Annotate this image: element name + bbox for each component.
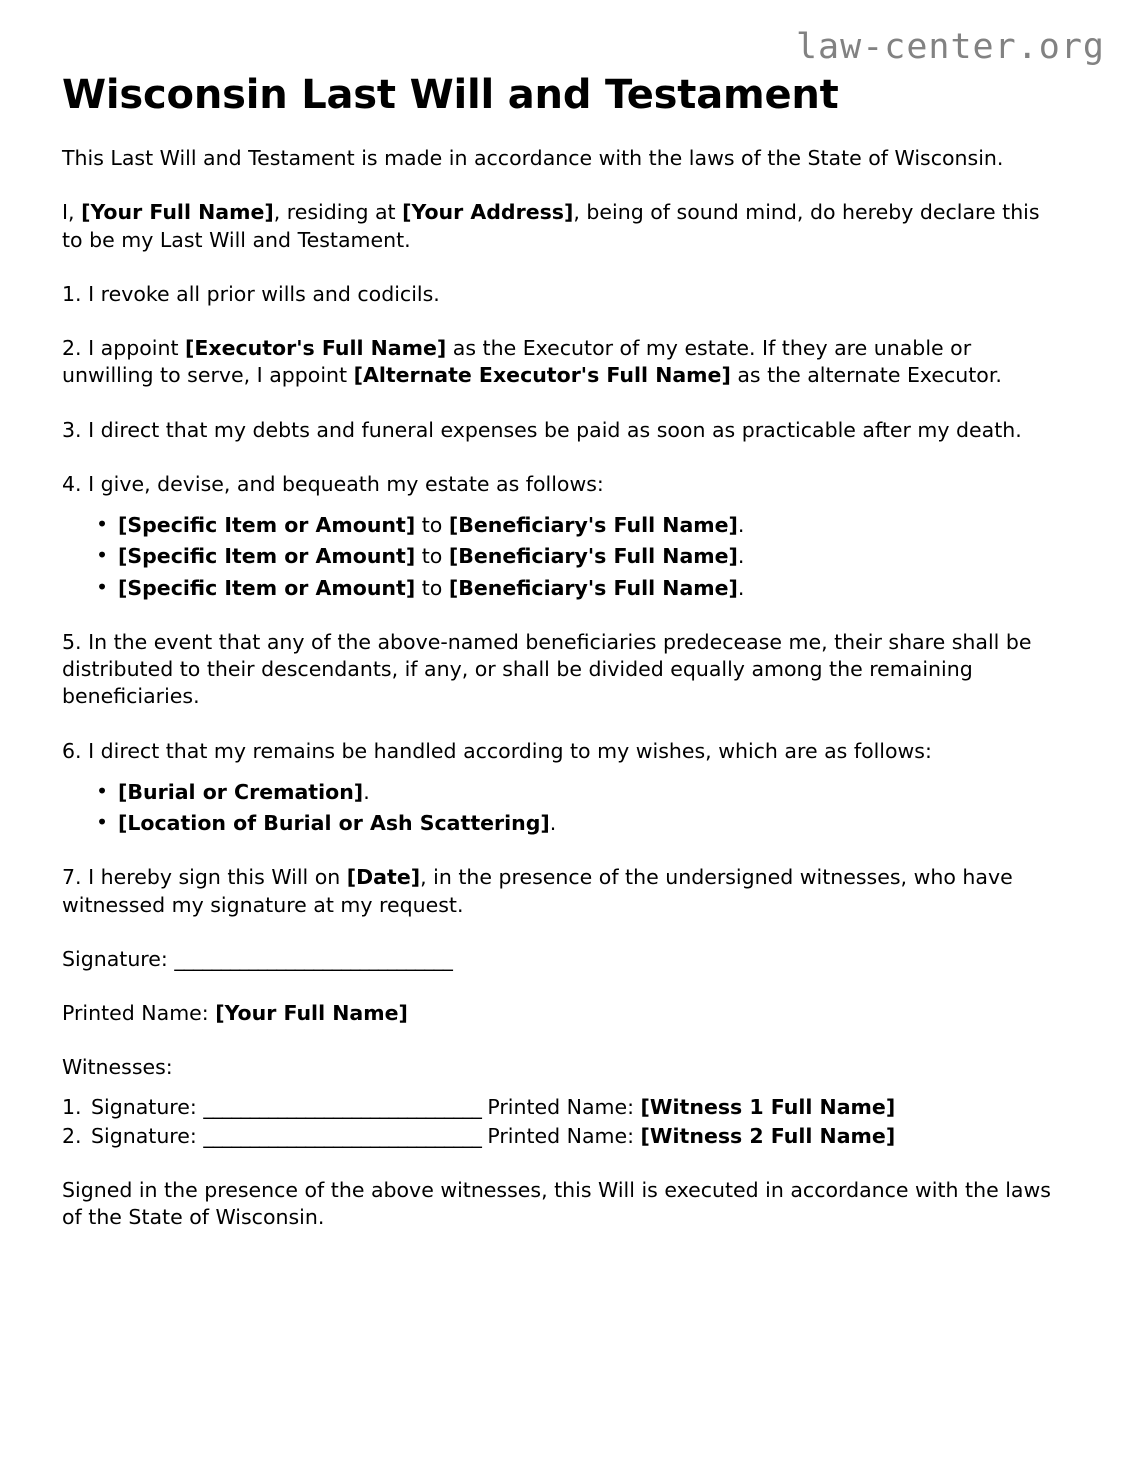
site-watermark: law-center.org (795, 27, 1105, 67)
witness-printed-name-label: Printed Name: (480, 1123, 641, 1148)
clause-2-mid: as the Executor of my estate. If they are unable or unwilling to serve, I appoint (62, 336, 972, 388)
your-full-name-placeholder: [Your Full Name] (81, 200, 274, 225)
specific-item-placeholder: [Specific Item or Amount] (118, 544, 416, 569)
intro-paragraph (62, 118, 1052, 172)
printed-name-placeholder: [Your Full Name] (215, 1001, 408, 1025)
burial-or-cremation-placeholder: [Burial or Cremation] (118, 779, 364, 804)
closing-paragraph (62, 1150, 1052, 1232)
clause-2-lead: 2. I appoint (62, 336, 186, 360)
witness-1-name-placeholder: [Witness 1 Full Name] (640, 1094, 896, 1119)
burial-location-placeholder: [Location of Burial or Ash Scattering] (118, 811, 550, 835)
witnesses-heading-text: Witnesses: (62, 1055, 173, 1080)
declaration-tail: , being of sound mind, do hereby declare this to be my Last Will and Testament. (62, 200, 1040, 252)
clause-7-lead: 7. I hereby sign this Will on (62, 865, 347, 890)
list-item (62, 512, 1071, 539)
your-address-placeholder: [Your Address] (402, 200, 574, 225)
clause-1-paragraph (62, 254, 1052, 308)
clause-4-paragraph (62, 444, 1052, 498)
bequest-period: . (737, 544, 745, 569)
witness-2-name-placeholder: [Witness 2 Full Name] (640, 1123, 896, 1148)
beneficiary-name-placeholder: [Beneficiary's Full Name] (448, 544, 738, 569)
printed-name-label: Printed Name: (62, 1001, 216, 1025)
beneficiary-name-placeholder: [Beneficiary's Full Name] (448, 575, 738, 600)
witness-signature-label: Signature: (91, 1123, 204, 1148)
signature-blank-rule: ______________________________ (174, 946, 452, 971)
closing-text: Signed in the presence of the above witnesses, this Will is executed in accordance with the laws of the State of Wisconsin. (62, 1178, 1051, 1230)
clause-6-paragraph (62, 711, 1052, 765)
beneficiary-name-placeholder: [Beneficiary's Full Name] (448, 513, 738, 537)
date-placeholder: [Date] (346, 865, 421, 890)
clause-2-paragraph (62, 308, 1052, 390)
witness-signature-list (62, 1082, 1071, 1151)
witness-signature-label: Signature: (91, 1094, 204, 1119)
list-item (62, 543, 1071, 570)
witness-signature-blank-rule: ______________________________ (203, 1094, 481, 1119)
witnesses-heading (62, 1027, 1052, 1081)
declaration-mid: , residing at (273, 200, 403, 225)
clause-2-tail: as the alternate Executor. (730, 363, 1002, 388)
list-item (62, 1123, 1071, 1150)
clause-7-paragraph (62, 837, 1052, 919)
specific-item-placeholder: [Specific Item or Amount] (118, 575, 416, 600)
list-item (62, 1094, 1071, 1121)
declaration-paragraph (62, 172, 1052, 254)
witness-printed-name-label: Printed Name: (480, 1094, 641, 1119)
intro-text: This Last Will and Testament is made in accordance with the laws of the State of Wisconsin. (62, 146, 1004, 170)
clause-3-text: 3. I direct that my debts and funeral expenses be paid as soon as practicable after my death. (62, 417, 1022, 442)
list-item (62, 810, 1071, 837)
bequest-connector: to (415, 575, 449, 600)
page-title: Wisconsin Last Will and Testament (62, 72, 839, 118)
bequest-list (62, 498, 1071, 602)
signature-line (62, 919, 1052, 973)
clause-5-paragraph (62, 602, 1052, 711)
bequest-connector: to (415, 513, 449, 537)
witness-signature-blank-rule: ______________________________ (203, 1123, 481, 1148)
list-item (62, 779, 1071, 806)
printed-name-line (62, 973, 1052, 1027)
clause-1-text: 1. I revoke all prior wills and codicils. (62, 281, 440, 306)
signature-label: Signature: (62, 946, 175, 971)
clause-5-text: 5. In the event that any of the above-named beneficiaries predecease me, their share shall be distributed to their descendants, if any, or shall be divided equally among the remaining beneficiaries. (62, 629, 1032, 709)
clause-4-text: 4. I give, devise, and bequeath my estate as follows: (62, 471, 604, 496)
remains-wishes-list (62, 765, 1071, 838)
bequest-period: . (737, 575, 745, 600)
wish-period: . (363, 779, 370, 804)
specific-item-placeholder: [Specific Item or Amount] (118, 513, 416, 537)
declaration-lead: I, (62, 200, 82, 225)
alternate-executor-name-placeholder: [Alternate Executor's Full Name] (353, 363, 731, 388)
clause-6-text: 6. I direct that my remains be handled according to my wishes, which are as follows: (62, 738, 932, 763)
bequest-connector: to (415, 544, 449, 569)
bequest-period: . (737, 513, 745, 537)
list-item (62, 575, 1071, 602)
wish-period: . (549, 811, 557, 835)
clause-3-paragraph (62, 390, 1052, 444)
clause-7-tail: , in the presence of the undersigned witnesses, who have witnessed my signature at my request. (62, 865, 1013, 917)
executor-name-placeholder: [Executor's Full Name] (185, 336, 447, 360)
